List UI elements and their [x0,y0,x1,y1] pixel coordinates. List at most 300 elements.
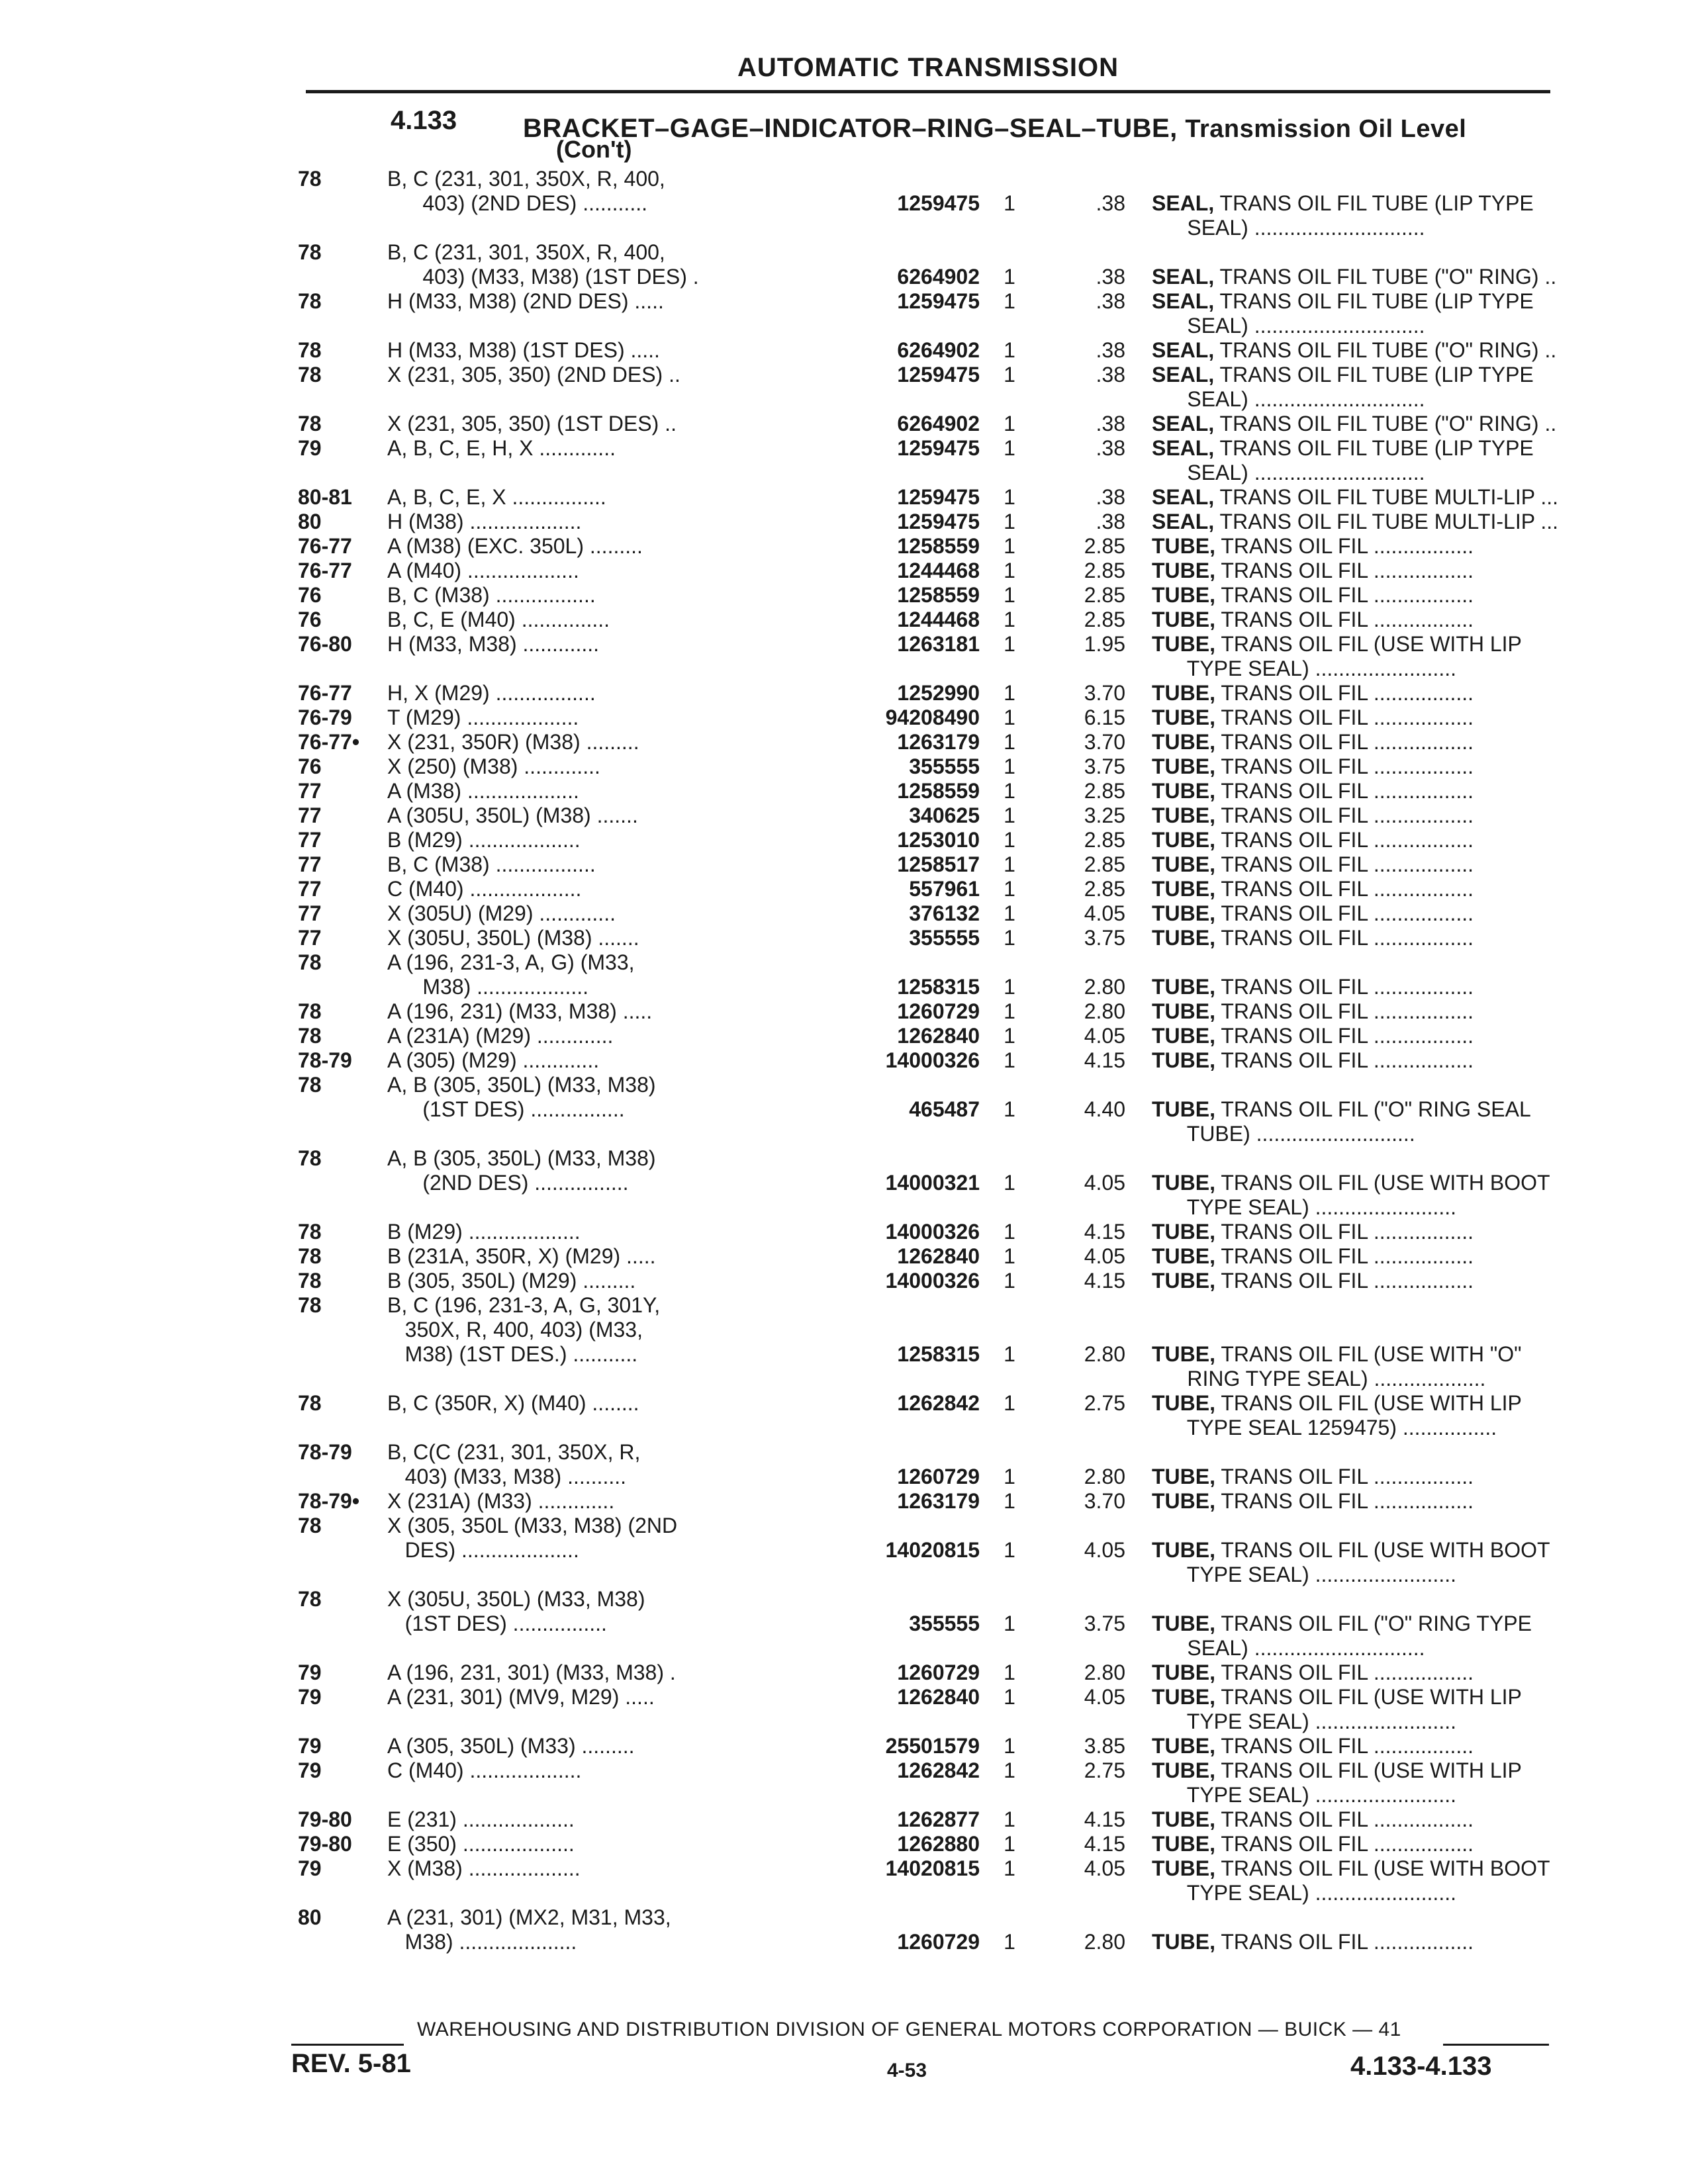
parts-row [298,1465,1556,1489]
figure-number: 78 [298,363,322,387]
figure-number: 77 [298,926,322,950]
figure-number: 79 [298,1856,322,1880]
quantity: 1 [1004,705,1015,729]
description-text: TRANS OIL FIL ................. [1215,730,1474,754]
description-text: TUBE) ........................... [1152,1122,1415,1146]
parts-row [298,1293,1556,1318]
parts-row [298,240,1556,265]
section-title [523,114,1466,144]
figure-number: 79 [298,1685,322,1709]
figure-number: 78 [298,289,322,313]
quantity: 1 [1004,510,1015,533]
description [1152,852,1575,877]
parts-row [298,1881,1556,1905]
model-application: X (M38) ................... [387,1856,581,1880]
model-application: B, C (350R, X) (M40) ........ [387,1391,639,1415]
model-application: DES) .................... [387,1538,579,1562]
description-text: TRANS OIL FIL (USE WITH BOOT [1215,1171,1550,1195]
figure-number: 80 [298,1905,322,1929]
description-text: RING TYPE SEAL) ................... [1152,1367,1486,1390]
description [1152,314,1575,338]
description-text: TRANS OIL FIL (USE WITH BOOT [1215,1538,1550,1562]
description [1152,779,1575,803]
model-application: X (231A) (M33) ............. [387,1489,615,1513]
quantity: 1 [1004,877,1015,901]
description-keyword: TUBE, [1152,975,1215,999]
description [1152,265,1575,289]
model-application: A (231, 301) (MV9, M29) ..... [387,1685,655,1709]
part-number: 1258559 [897,779,980,803]
description-text: TRANS OIL FIL TUBE (LIP TYPE [1214,191,1534,215]
quantity: 1 [1004,412,1015,435]
price: 4.15 [1084,1048,1125,1072]
price: .38 [1096,510,1125,533]
parts-row [298,608,1556,632]
parts-row [298,1318,1556,1342]
price: 4.05 [1084,1244,1125,1268]
figure-number: 76 [298,754,322,778]
quantity: 1 [1004,1391,1015,1415]
description [1152,1122,1575,1146]
price: 4.05 [1084,1171,1125,1195]
description-keyword: TUBE, [1152,1685,1215,1709]
quantity: 1 [1004,338,1015,362]
parts-row [298,901,1556,926]
price: 4.05 [1084,1538,1125,1562]
figure-number: 76-77 [298,681,352,705]
parts-row [298,191,1556,216]
description-keyword: TUBE, [1152,608,1215,631]
description-text: TRANS OIL FIL ................. [1215,852,1474,876]
price: 2.85 [1084,608,1125,631]
quantity: 1 [1004,1856,1015,1880]
description-text: TRANS OIL FIL ................. [1215,1489,1474,1513]
description-keyword: SEAL, [1152,436,1215,460]
parts-row [298,1905,1556,1930]
figure-number: 80 [298,510,322,533]
quantity: 1 [1004,534,1015,558]
description-text: TRANS OIL FIL ................. [1215,608,1474,631]
price: .38 [1096,412,1125,435]
quantity: 1 [1004,1661,1015,1684]
description-text: TRANS OIL FIL (USE WITH LIP [1215,1758,1522,1782]
figure-number: 76 [298,608,322,631]
parts-row [298,1832,1556,1856]
description [1152,926,1575,950]
description-keyword: SEAL, [1152,265,1215,289]
figure-number: 76-80 [298,632,352,656]
description-text: TRANS OIL FIL ................. [1215,999,1474,1023]
description [1152,803,1575,828]
description [1152,1563,1575,1587]
parts-row [298,1097,1556,1122]
model-application: A, B (305, 350L) (M33, M38) [387,1073,656,1097]
description [1152,1881,1575,1905]
description-text: TRANS OIL FIL TUBE (LIP TYPE [1214,436,1534,460]
description [1152,1734,1575,1758]
model-application: X (305, 350L (M33, M38) (2ND [387,1514,678,1537]
quantity: 1 [1004,1465,1015,1488]
description [1152,1391,1575,1416]
description-keyword: SEAL, [1152,363,1215,387]
price: 2.85 [1084,534,1125,558]
price: 2.75 [1084,1758,1125,1782]
parts-row [298,1146,1556,1171]
figure-number: 79-80 [298,1832,352,1856]
part-number: 1260729 [897,999,980,1023]
parts-row [298,1220,1556,1244]
part-number: 1260729 [897,1930,980,1954]
price: 3.75 [1084,754,1125,778]
part-number: 1258517 [897,852,980,876]
figure-number: 78 [298,1024,322,1048]
part-number: 1258559 [897,534,980,558]
quantity: 1 [1004,779,1015,803]
part-number: 355555 [909,926,980,950]
price: 2.80 [1084,975,1125,999]
quantity: 1 [1004,632,1015,656]
quantity: 1 [1004,1538,1015,1562]
price: 2.80 [1084,999,1125,1023]
description-text: SEAL) ............................. [1152,1636,1425,1660]
parts-row [298,1758,1556,1783]
section-number: 4.133 [391,106,457,135]
figure-number: 78 [298,1293,322,1317]
part-number: 6264902 [897,265,980,289]
parts-row [298,632,1556,657]
description [1152,1465,1575,1489]
part-number: 1262842 [897,1758,980,1782]
price: 2.85 [1084,828,1125,852]
description [1152,1367,1575,1391]
description [1152,534,1575,559]
description-text: TYPE SEAL) ........................ [1152,1783,1456,1807]
quantity: 1 [1004,754,1015,778]
parts-row [298,1783,1556,1807]
description [1152,1024,1575,1048]
quantity: 1 [1004,1269,1015,1293]
quantity: 1 [1004,1807,1015,1831]
model-application: A (305, 350L) (M33) ......... [387,1734,635,1758]
price: 2.85 [1084,779,1125,803]
description-text: TYPE SEAL 1259475) ................ [1152,1416,1497,1439]
parts-row [298,1342,1556,1367]
description [1152,1269,1575,1293]
model-application: A (196, 231-3, A, G) (M33, [387,950,635,974]
model-application: A (231, 301) (MX2, M31, M33, [387,1905,671,1929]
part-number: 1253010 [897,828,980,852]
parts-row [298,1391,1556,1416]
part-number: 1258315 [897,1342,980,1366]
figure-number: 80-81 [298,485,352,509]
quantity: 1 [1004,485,1015,509]
model-application: (2ND DES) ................ [387,1171,629,1195]
model-application: X (305U) (M29) ............. [387,901,616,925]
parts-row [298,1489,1556,1514]
description-text: SEAL) ............................. [1152,216,1425,240]
parts-row [298,1807,1556,1832]
figure-number: 77 [298,803,322,827]
description-keyword: SEAL, [1152,485,1215,509]
price: 2.85 [1084,583,1125,607]
parts-row [298,1661,1556,1685]
price: 3.70 [1084,681,1125,705]
description [1152,1685,1575,1709]
price: .38 [1096,265,1125,289]
figure-number: 78 [298,999,322,1023]
description [1152,975,1575,999]
parts-row [298,1122,1556,1146]
description [1152,1244,1575,1269]
model-application: B, C (231, 301, 350X, R, 400, [387,167,665,191]
description-keyword: TUBE, [1152,1048,1215,1072]
footer-section-range: 4.133-4.133 [1350,2052,1492,2081]
description-text: TRANS OIL FIL ................. [1215,803,1474,827]
price: 2.80 [1084,1465,1125,1488]
part-number: 14020815 [885,1538,980,1562]
part-number: 376132 [909,901,980,925]
description [1152,608,1575,632]
description-keyword: TUBE, [1152,730,1215,754]
model-application: M38) ................... [387,975,589,999]
part-number: 1258559 [897,583,980,607]
parts-row [298,1048,1556,1073]
parts-row [298,314,1556,338]
section-continued: (Con't) [556,136,632,163]
description-text: TRANS OIL FIL ................. [1215,901,1474,925]
description-text: SEAL) ............................. [1152,387,1425,411]
parts-row [298,167,1556,191]
price: .38 [1096,338,1125,362]
model-application: T (M29) ................... [387,705,579,729]
figure-number: 78 [298,1220,322,1244]
part-number: 14000326 [885,1048,980,1072]
parts-row [298,289,1556,314]
figure-number: 78 [298,240,322,264]
parts-row [298,926,1556,950]
description-keyword: TUBE, [1152,1734,1215,1758]
part-number: 340625 [909,803,980,827]
parts-row [298,436,1556,461]
model-application: B, C (M38) ................. [387,583,596,607]
part-number: 355555 [909,1612,980,1635]
description-keyword: TUBE, [1152,877,1215,901]
description-text: TRANS OIL FIL ................. [1215,926,1474,950]
description-keyword: SEAL, [1152,338,1215,362]
description-text: TRANS OIL FIL (USE WITH BOOT [1215,1856,1550,1880]
description [1152,1220,1575,1244]
quantity: 1 [1004,828,1015,852]
price: 4.05 [1084,1685,1125,1709]
description [1152,583,1575,608]
parts-list [298,167,1559,1954]
description-text: TRANS OIL FIL (USE WITH LIP [1215,632,1522,656]
description-keyword: TUBE, [1152,1832,1215,1856]
price: 2.80 [1084,1930,1125,1954]
parts-row [298,1587,1556,1612]
part-number: 14000321 [885,1171,980,1195]
model-application: C (M40) ................... [387,877,582,901]
description [1152,1807,1575,1832]
parts-row [298,461,1556,485]
description-keyword: TUBE, [1152,1661,1215,1684]
parts-row [298,412,1556,436]
quantity: 1 [1004,1489,1015,1513]
description-keyword: TUBE, [1152,1807,1215,1831]
figure-number: 79-80 [298,1807,352,1831]
part-number: 6264902 [897,412,980,435]
parts-row [298,338,1556,363]
quantity: 1 [1004,1220,1015,1244]
figure-number: 78 [298,1146,322,1170]
part-number: 14000326 [885,1220,980,1244]
quantity: 1 [1004,926,1015,950]
figure-number: 78-79• [298,1489,360,1513]
model-application: B, C (231, 301, 350X, R, 400, [387,240,665,264]
price: .38 [1096,191,1125,215]
description [1152,828,1575,852]
part-number: 1262880 [897,1832,980,1856]
price: 4.05 [1084,1024,1125,1048]
description-keyword: TUBE, [1152,583,1215,607]
section-title-tail: Transmission Oil Level [1185,115,1467,143]
description-keyword: TUBE, [1152,1220,1215,1244]
description-text: TRANS OIL FIL ................. [1215,1465,1474,1488]
model-application: X (231, 305, 350) (1ST DES) .. [387,412,677,435]
description-keyword: TUBE, [1152,1930,1215,1954]
model-application: A (M38) (EXC. 350L) ......... [387,534,643,558]
price: 6.15 [1084,705,1125,729]
quantity: 1 [1004,975,1015,999]
description-keyword: TUBE, [1152,1538,1215,1562]
price: 2.75 [1084,1391,1125,1415]
description-text: TRANS OIL FIL ................. [1215,1807,1474,1831]
description [1152,485,1575,510]
description [1152,216,1575,240]
description-keyword: TUBE, [1152,828,1215,852]
parts-row [298,803,1556,828]
description-keyword: TUBE, [1152,852,1215,876]
description-keyword: TUBE, [1152,803,1215,827]
model-application: A, B (305, 350L) (M33, M38) [387,1146,656,1170]
model-application: 403) (M33, M38) (1ST DES) . [387,265,699,289]
model-application: B, C (196, 231-3, A, G, 301Y, [387,1293,661,1317]
parts-row [298,1367,1556,1391]
description-keyword: TUBE, [1152,779,1215,803]
quantity: 1 [1004,191,1015,215]
parts-row [298,1195,1556,1220]
description-keyword: TUBE, [1152,559,1215,582]
description-text: TRANS OIL FIL TUBE MULTI-LIP ... [1214,510,1559,533]
figure-number: 78 [298,1514,322,1537]
footer-revision: REV. 5-81 [291,2049,411,2078]
parts-row [298,265,1556,289]
parts-row [298,950,1556,975]
description-keyword: TUBE, [1152,999,1215,1023]
price: 2.80 [1084,1342,1125,1366]
model-application: A, B, C, E, H, X ............. [387,436,616,460]
description-text: TRANS OIL FIL (USE WITH "O" [1215,1342,1522,1366]
description [1152,338,1575,363]
description-text: TRANS OIL FIL ................. [1215,1930,1474,1954]
parts-row [298,1269,1556,1293]
description-text: TYPE SEAL) ........................ [1152,1881,1456,1905]
parts-row [298,1563,1556,1587]
figure-number: 76 [298,583,322,607]
description [1152,632,1575,657]
figure-number: 78 [298,338,322,362]
parts-row [298,1440,1556,1465]
figure-number: 76-77 [298,559,352,582]
model-application: B, C, E (M40) ............... [387,608,610,631]
price: 2.80 [1084,1661,1125,1684]
parts-row [298,1612,1556,1636]
part-number: 1262840 [897,1244,980,1268]
description [1152,412,1575,436]
price: 3.75 [1084,926,1125,950]
model-application: H (M33, M38) (1ST DES) ..... [387,338,660,362]
description [1152,1097,1575,1122]
description-text: TRANS OIL FIL ................. [1215,754,1474,778]
parts-row [298,975,1556,999]
parts-row [298,559,1556,583]
price: 4.15 [1084,1269,1125,1293]
quantity: 1 [1004,1612,1015,1635]
price: .38 [1096,436,1125,460]
description-keyword: TUBE, [1152,1024,1215,1048]
description [1152,387,1575,412]
part-number: 1263179 [897,1489,980,1513]
model-application: H (M33, M38) (2ND DES) ..... [387,289,664,313]
quantity: 1 [1004,1244,1015,1268]
description-text: TRANS OIL FIL ................. [1215,877,1474,901]
price: 4.40 [1084,1097,1125,1121]
figure-number: 76-77 [298,534,352,558]
price: 4.15 [1084,1832,1125,1856]
part-number: 1260729 [897,1661,980,1684]
quantity: 1 [1004,1171,1015,1195]
price: 4.15 [1084,1220,1125,1244]
description [1152,436,1575,461]
figure-number: 78 [298,412,322,435]
description-keyword: TUBE, [1152,1097,1215,1121]
description [1152,1709,1575,1734]
quantity: 1 [1004,436,1015,460]
figure-number: 78-79 [298,1440,352,1464]
parts-row [298,1538,1556,1563]
description [1152,657,1575,681]
model-application: C (M40) ................... [387,1758,582,1782]
parts-row [298,779,1556,803]
description-keyword: TUBE, [1152,1171,1215,1195]
description [1152,1856,1575,1881]
model-application: A (231A) (M29) ............. [387,1024,614,1048]
parts-row [298,1734,1556,1758]
model-application: H (M38) ................... [387,510,582,533]
description-text: SEAL) ............................. [1152,461,1425,484]
part-number: 1259475 [897,485,980,509]
part-number: 94208490 [885,705,980,729]
quantity: 1 [1004,1734,1015,1758]
part-number: 557961 [909,877,980,901]
quantity: 1 [1004,1097,1015,1121]
description-text: TRANS OIL FIL ................. [1215,534,1474,558]
model-application: B (M29) ................... [387,1220,581,1244]
part-number: 1259475 [897,510,980,533]
parts-row [298,999,1556,1024]
description-text: TRANS OIL FIL ................. [1215,1244,1474,1268]
model-application: X (231, 350R) (M38) ......... [387,730,639,754]
